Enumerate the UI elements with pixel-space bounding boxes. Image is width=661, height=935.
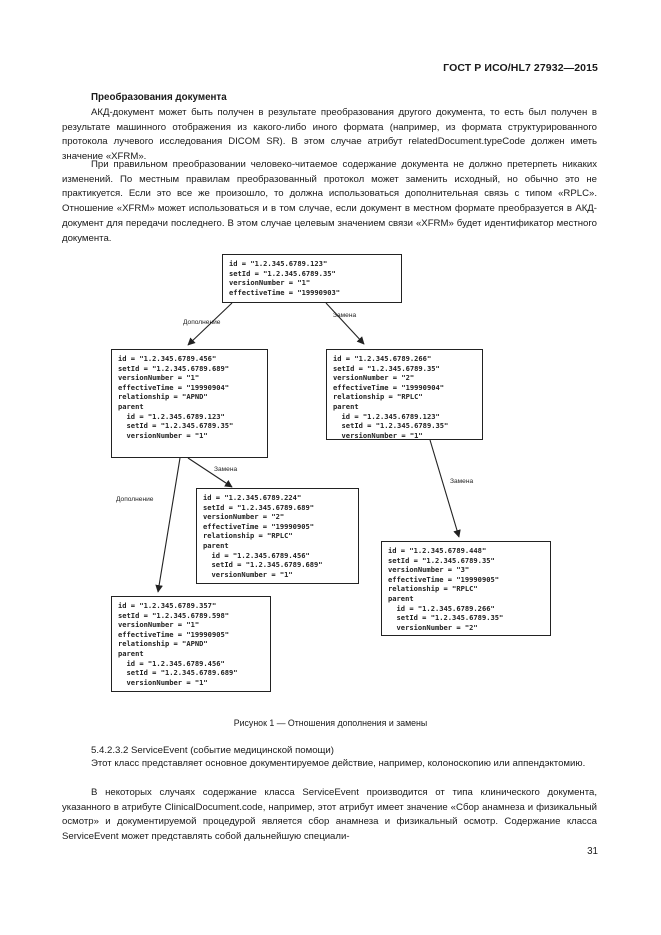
box-line: relationship = "RPLC" xyxy=(388,584,478,594)
box-line: setId = "1.2.345.6789.35" xyxy=(333,363,440,373)
box-line: id = "1.2.345.6789.123" xyxy=(229,259,328,268)
box-line: parent xyxy=(333,401,359,411)
label-replace-1: Замена xyxy=(333,312,357,319)
standard-header: ГОСТ Р ИСО/HL7 27932—2015 xyxy=(443,62,598,74)
subsection-title: 5.4.2.3.2 ServiceEvent (событие медицинской помощи) xyxy=(91,745,334,756)
box-line: setId = "1.2.345.6789.35" xyxy=(229,268,336,278)
box-line: id = "1.2.345.6789.456" xyxy=(203,550,310,560)
box-line: setId = "1.2.345.6789.35" xyxy=(118,421,234,431)
box-line: setId = "1.2.345.6789.35" xyxy=(388,613,504,623)
box-line: id = "1.2.345.6789.456" xyxy=(118,658,225,668)
box-line: setId = "1.2.345.6789.35" xyxy=(388,555,495,565)
box-line: relationship = "APND" xyxy=(118,392,208,402)
arrow-replace-1 xyxy=(326,303,364,344)
box-line: parent xyxy=(118,648,144,658)
box-line: versionNumber = "1" xyxy=(333,430,423,440)
box-line: versionNumber = "3" xyxy=(388,565,470,575)
box-line: effectiveTime = "19990904" xyxy=(333,382,445,392)
box-replace-1 xyxy=(326,349,483,440)
paragraph-transform-2: При правильном преобразовании человеко-читаемое содержание документа не должно претерпеть никаких изменений. По местным правилам преобразованный протокол может заменить исходный, но обычно это не практикуется. Если это все же произошло, то должна использоваться дополнительная связь с типом «RPLC». Отношение «XFRM» может использоваться и в том случае, если документ в местном формате преобразуется в АКД-документ для передачи последнего. В этом случае целевым значением связи «XFRM» будет идентификатор местного документа. xyxy=(62,159,597,244)
box-line: versionNumber = "2" xyxy=(333,373,415,383)
box-line: versionNumber = "2" xyxy=(203,512,285,522)
figure-caption: Рисунок 1 — Отношения дополнения и замены xyxy=(233,718,428,728)
paragraph-serviceevent-1: Этот класс представляет основное документируемое действие, например, колоноскопию или аппендэктомию. xyxy=(91,758,586,769)
box-line: setId = "1.2.345.6789.689" xyxy=(203,502,315,512)
arrow-addendum-2 xyxy=(158,458,180,592)
paragraph-transform-1: АКД-документ может быть получен в результате преобразования другого документа, то есть был получен в результате машинного отображения из какого-либо иного формата (например, из формата структурированного протокола лучевого исследования DICOM SR). В этом случае атрибут relatedDocument.typeCode должен иметь значение «XFRM». xyxy=(62,107,597,163)
paragraph-serviceevent-2: В некоторых случаях содержание класса ServiceEvent производится от типа клинического документа, указанного в атрибуте ClinicalDocument.code, например, этот атрибут имеет значение «Сбор анамнеза и физикальный осмотр» и документируемой процедурой является сбор анамнеза и физикальный осмотр. Содержание класса ServiceEvent может представлять собой дальнейшую специали- xyxy=(62,787,597,843)
box-line: effectiveTime = "19990905" xyxy=(203,521,315,531)
box-line: effectiveTime = "19990903" xyxy=(229,287,341,297)
box-line: versionNumber = "1" xyxy=(118,430,208,440)
box-line: versionNumber = "1" xyxy=(203,569,293,579)
box-addendum-1 xyxy=(111,349,268,458)
box-line: setId = "1.2.345.6789.598" xyxy=(118,610,230,620)
box-line: versionNumber = "1" xyxy=(118,620,200,630)
box-root-document xyxy=(222,254,402,303)
box-line: parent xyxy=(203,540,229,550)
box-line: relationship = "APND" xyxy=(118,639,208,649)
box-line: setId = "1.2.345.6789.35" xyxy=(333,421,449,431)
box-line: effectiveTime = "19990904" xyxy=(118,382,230,392)
box-line: versionNumber = "1" xyxy=(118,373,200,383)
box-line: id = "1.2.345.6789.224" xyxy=(203,493,302,502)
box-line: versionNumber = "1" xyxy=(118,677,208,687)
box-line: effectiveTime = "19990905" xyxy=(118,629,230,639)
box-line: setId = "1.2.345.6789.689" xyxy=(118,363,230,373)
page-number: 31 xyxy=(587,846,598,857)
box-line: id = "1.2.345.6789.357" xyxy=(118,601,217,610)
label-addendum-2: Дополнение xyxy=(116,496,154,503)
box-line: parent xyxy=(118,401,144,411)
box-line: id = "1.2.345.6789.266" xyxy=(388,603,495,613)
section-title: Преобразования документа xyxy=(91,92,227,103)
box-line: id = "1.2.345.6789.123" xyxy=(333,411,440,421)
box-line: id = "1.2.345.6789.448" xyxy=(388,546,487,555)
box-line: setId = "1.2.345.6789.689" xyxy=(118,668,238,678)
label-replace-3: Замена xyxy=(450,478,474,485)
box-line: versionNumber = "1" xyxy=(229,278,311,288)
box-replace-3 xyxy=(381,541,551,636)
label-replace-2: Замена xyxy=(214,466,238,473)
box-line: relationship = "RPLC" xyxy=(203,531,293,541)
box-addendum-2 xyxy=(111,596,271,692)
box-line: id = "1.2.345.6789.123" xyxy=(118,411,225,421)
box-line: parent xyxy=(388,593,414,603)
box-line: relationship = "RPLC" xyxy=(333,392,423,402)
box-line: effectiveTime = "19990905" xyxy=(388,574,500,584)
label-addendum-1: Дополнение xyxy=(183,319,221,326)
box-line: versionNumber = "2" xyxy=(388,622,478,632)
arrow-replace-3 xyxy=(430,440,459,537)
box-replace-2 xyxy=(196,488,359,584)
box-line: id = "1.2.345.6789.456" xyxy=(118,354,217,363)
box-line: id = "1.2.345.6789.266" xyxy=(333,354,432,363)
box-line: setId = "1.2.345.6789.689" xyxy=(203,560,323,570)
